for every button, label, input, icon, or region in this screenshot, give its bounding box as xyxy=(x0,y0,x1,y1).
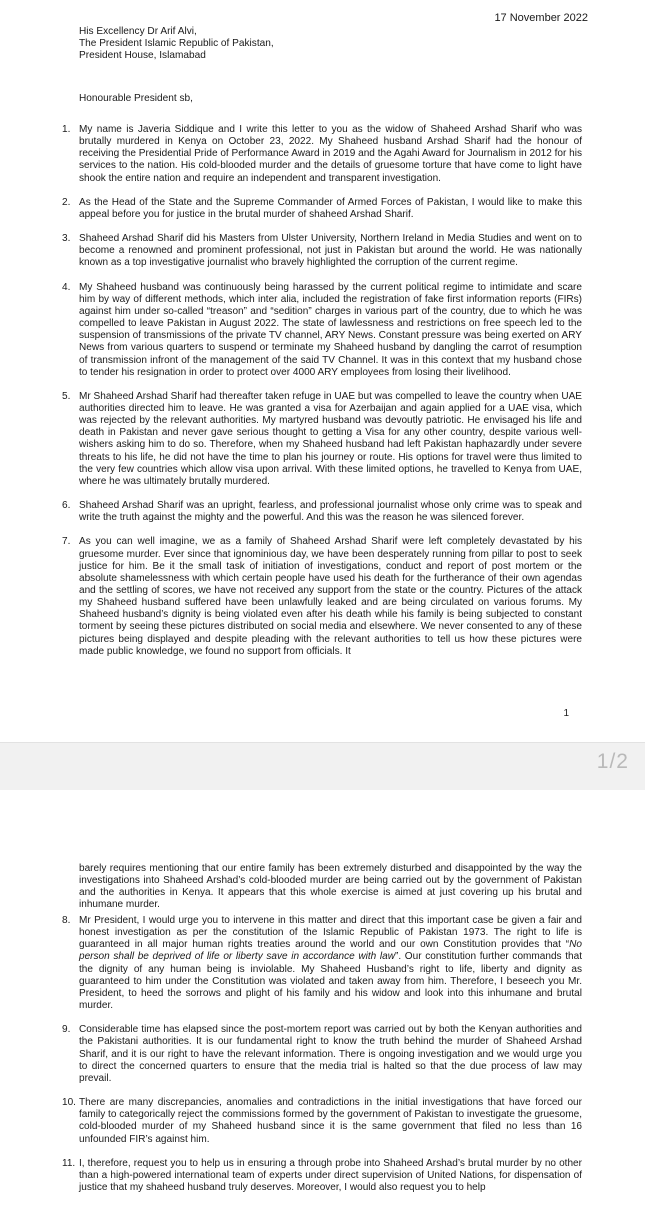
paragraph-number: 4. xyxy=(62,281,71,293)
paragraph-number: 6. xyxy=(62,500,71,512)
paragraph-text: My name is Javeria Siddique and I write this letter to you as the widow of Shaheed Arshad Sharif who was brutally murdered in Kenya on October 23, 2022. My Shaheed husband Arshad Sharif had the honour of receiving the Presidential Pride of Performance Award in 2019 and the Agahi Award for Journalism in 2012 for his services to the nation. His cold-blooded murder and the details of gruesome torture that have come to light have shook the entire nation and require an independent and transparent investigation. xyxy=(79,124,582,184)
paragraph-text: Shaheed Arshad Sharif did his Masters from Ulster University, Northern Ireland in Media Studies and went on to become a renowned and prominent professional, not just in Pakistan but around the world. He was nationally known as a top investigative journalist who bravely highlighted the corruption of the current regime. xyxy=(79,233,582,269)
recipient-line: His Excellency Dr Arif Alvi, xyxy=(79,26,197,37)
page-separator xyxy=(0,742,645,792)
paragraph-number: 9. xyxy=(62,1024,71,1036)
paragraph-text: Shaheed Arshad Sharif was an upright, fearless, and professional journalist whose only crime was to speak and write the truth against the mighty and the powerful. And this was the reason he was silenced forever. xyxy=(79,500,582,524)
paragraph-text: There are many discrepancies, anomalies and contradictions in the initial investigations that have forced our family to categorically reject the commissions formed by the government of Pakistan to investigate the gruesome, cold-blooded murder of my Shaheed husband since it is the same government that filed no less than 16 unfounded FIR’s against him. xyxy=(79,1097,582,1145)
paragraph-list xyxy=(62,915,582,1206)
constitution-quote: No person shall be deprived of life or liberty save in accordance with law xyxy=(79,939,582,963)
paragraph-text: Mr Shaheed Arshad Sharif had thereafter taken refuge in UAE but was compelled to leave the country when UAE authorities directed him to leave. He was granted a visa for Azerbaijan and again applied for a UAE visa, which was rejected by the relevant authorities. My martyred husband was devoutly patriotic. He envisaged his life and death in Pakistan and never gave serious thought to getting a Visa for any other country, despite various well-wishers asking him to do so. Therefore, when my Shaheed husband had left Pakistan haphazardly under severe threats to his life, he did not have the time to plan his journey or route. His options for travel were thus limited to the very few countries which allow visa upon arrival. With these limited options, he travelled to Kenya from UAE, where he was ultimately brutally murdered. xyxy=(79,390,582,487)
numbered-paragraph xyxy=(62,282,582,379)
recipient-address xyxy=(79,26,274,63)
numbered-paragraph xyxy=(62,536,582,658)
paragraph-number: 3. xyxy=(62,233,71,245)
paragraph-text-part: Mr President, I would urge you to intervene in this matter and direct that this important case be given a fair and honest investigation as per the constitution of the Islamic Republic of Pakistan 1973. The right to life is guaranteed in all major human rights treaties around the world and our own Constitution provides that “ xyxy=(79,915,582,951)
paragraph-number: 2. xyxy=(62,196,71,208)
paragraph-number: 1. xyxy=(62,124,71,135)
letter-page-2 xyxy=(0,790,645,1200)
recipient-line: President House, Islamabad xyxy=(79,50,206,62)
paragraph-text: I, therefore, request you to help us in ensuring a through probe into Shaheed Arshad’s brutal murder by no other than a high-powered international team of experts under direct supervision of United Nations, for dispensation of justice that my shaheed husband truly deserves. Moreover, I would also request you to help xyxy=(79,1157,582,1193)
page-counter: 1/2 xyxy=(596,750,629,773)
paragraph-number: 10. xyxy=(62,1097,76,1109)
letter-date: 17 November 2022 xyxy=(494,12,588,24)
numbered-paragraph xyxy=(62,233,582,269)
salutation: Honourable President sb, xyxy=(79,93,193,104)
paragraph-number: 8. xyxy=(62,915,71,926)
numbered-paragraph xyxy=(62,124,582,185)
paragraph-list xyxy=(62,124,582,670)
paragraph-number: 11. xyxy=(62,1157,76,1169)
numbered-paragraph xyxy=(62,1158,582,1194)
paragraph-text: As you can well imagine, we as a family of Shaheed Arshad Sharif were left completely devastated by his gruesome murder. Ever since that ignominious day, we have been desperately running from pillar to post to seek justice for him. Be it the small task of initiation of investigations, conduct and report of post mortem or the absolute shamelessness with which certain people have used his death for the furtherance of their own agendas and the settling of scores, we have not received any support from the state or the country. Pictures of the attack my Shaheed husband suffered have been unlawfully leaked and are being circulated on various forums. My Shaheed husband’s dignity is being violated even after his death while his family is being subjected to constant torment by seeing these pictures distributed on social media and elsewhere. We never consented to any of these pictures being displayed and despite pleading with the relevant authorities to tell us how these pictures were made public knowledge, we found no support from officials. It xyxy=(79,536,582,657)
page-number: 1 xyxy=(563,708,569,719)
paragraph-text: As the Head of the State and the Supreme Commander of Armed Forces of Pakistan, I would like to make this appeal before you for justice in the brutal murder of shaheed Arshad Sharif. xyxy=(79,196,582,220)
paragraph-text-part: ”. Our constitution further commands that the dignity of any human being is inviolable. My Shaheed Husband’s right to life, liberty and dignity as guaranteed to him under the Constitution was violated and taken away from him. Therefore, I beseech you Mr. President, to heed the sorrows and plight of his family and his widow and look into this inhumane and brutal murder. xyxy=(79,951,582,1012)
continued-paragraph: barely requires mentioning that our entire family has been extremely disturbed and disappointed by the way the investigations into Shaheed Arshad’s cold-blooded murder are being carried out by the government of Pakistan and the authorities in Kenya. It appears that this whole exercise is aimed at just covering up his brutal and inhumane murder. xyxy=(79,863,582,911)
numbered-paragraph xyxy=(62,197,582,221)
paragraph-number: 7. xyxy=(62,536,71,548)
paragraph-number: 5. xyxy=(62,390,71,402)
numbered-paragraph xyxy=(62,1097,582,1146)
paragraph-text xyxy=(79,915,582,1011)
paragraph-text: Considerable time has elapsed since the post-mortem report was carried out by both the Kenyan authorities and the Pakistani authorities. It is our fundamental right to know the truth behind the murder of Shaheed Arshad Sharif, and it is our right to have the relevant information. There is ongoing investigation and we would urge you to direct the concerned quarters to ensure that the media trial is halted so that the due process of law may prevail. xyxy=(79,1024,582,1084)
recipient-line: The President Islamic Republic of Pakistan, xyxy=(79,38,274,50)
numbered-paragraph xyxy=(62,391,582,488)
numbered-paragraph xyxy=(62,915,582,1012)
paragraph-text: My Shaheed husband was continuously being harassed by the current political regime to intimidate and scare him by way of different methods, which inter alia, included the registration of fake first information reports (FIRs) against him under so-called “treason” and “sedition” charges in various part of the country, due to which he was compelled to leave Pakistan in August 2022. The state of lawlessness and restrictions on free speech led to the suspension of transmissions of the private TV channel, ARY News. Constant pressure was being exerted on ARY News from various quarters to suspend or terminate my Shaheed husband by dangling the carrot of resumption of transmission infront of the management of the said TV Channel. It was in this context that my husband chose to tender his resignation in order to protect over 4000 ARY employees from losing their livelihood. xyxy=(79,281,582,378)
numbered-paragraph xyxy=(62,1024,582,1085)
numbered-paragraph xyxy=(62,500,582,524)
